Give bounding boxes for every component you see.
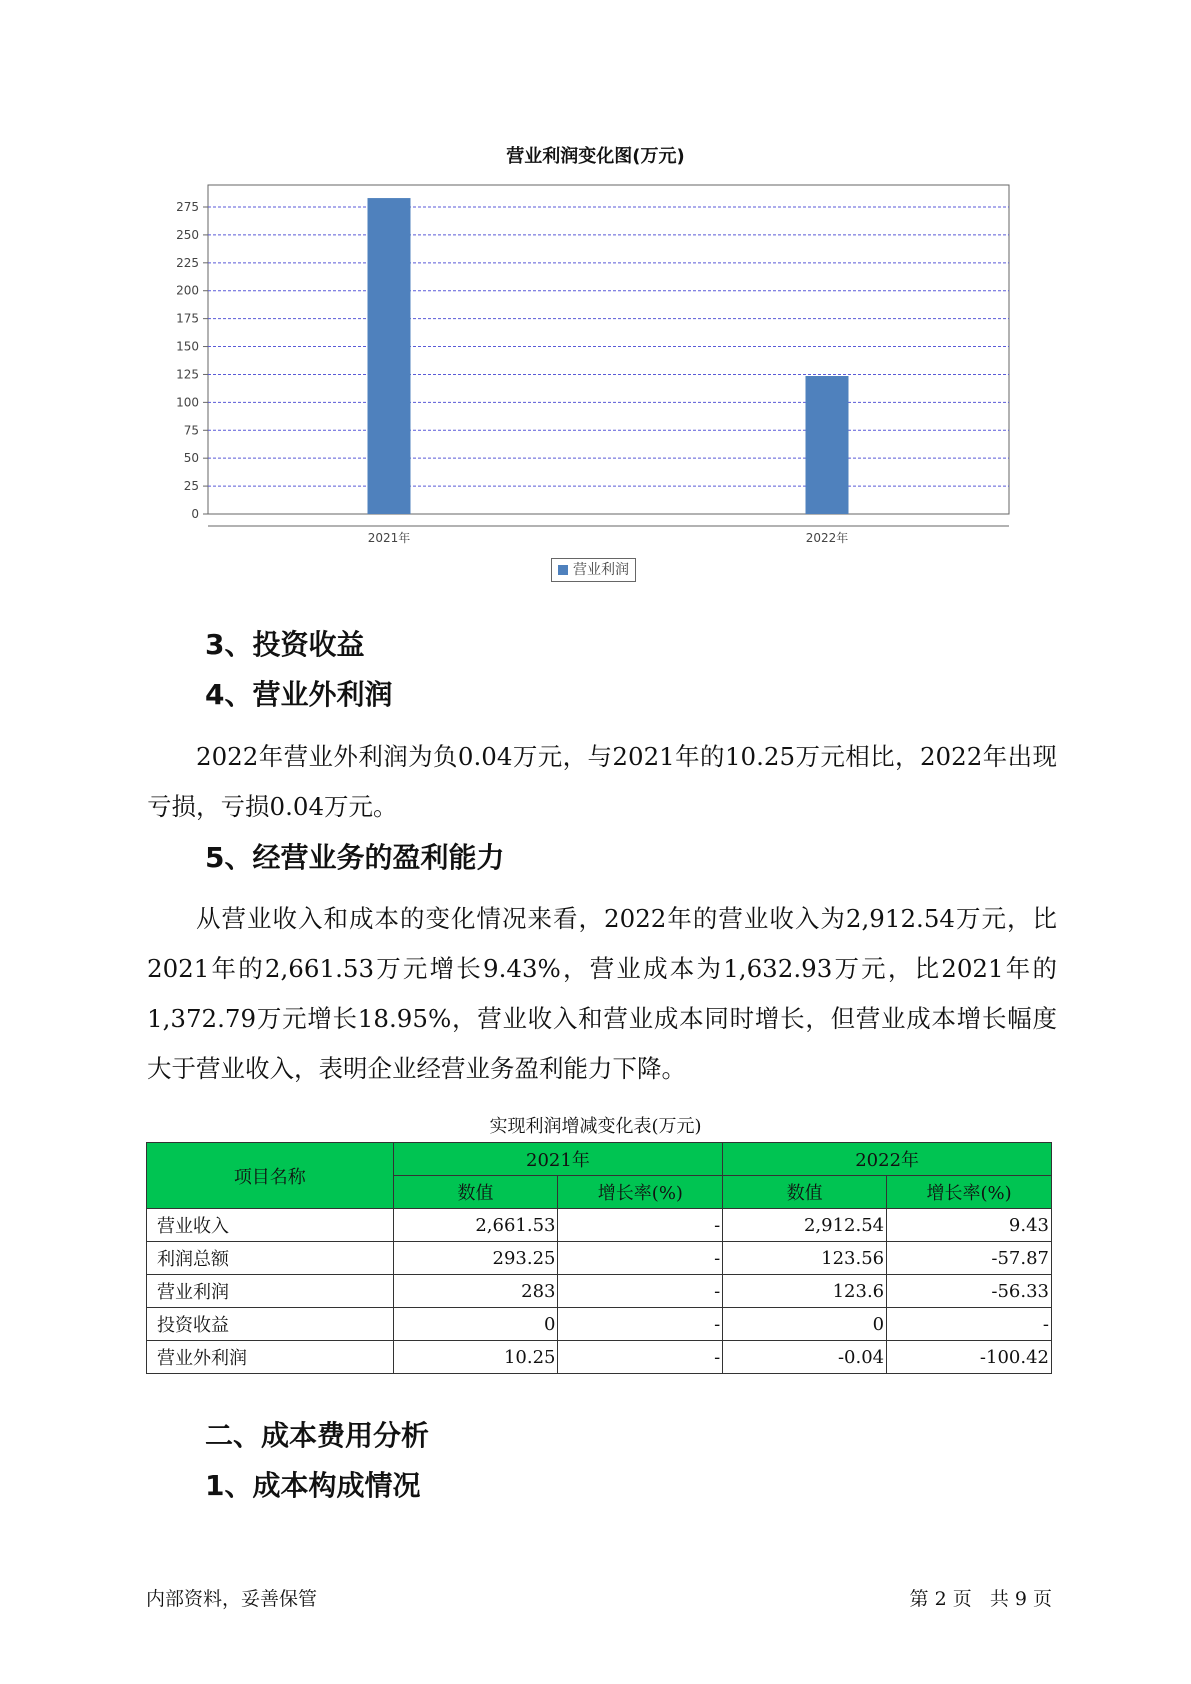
bar-chart [0,0,1191,560]
header-rate-2021: 增长率(%) [558,1176,723,1209]
chart-y-tick-label: 100 [176,395,199,410]
table-row [147,1308,1052,1341]
row-name: 营业外利润 [147,1341,394,1374]
table-row [147,1242,1052,1275]
row-rate-2022: -57.87 [887,1242,1052,1275]
chart-y-tick-label: 200 [176,283,199,298]
footer-page-number: 第 2 页 共 9 页 [909,1588,1052,1610]
chart-grid [208,185,1009,514]
chart-y-tick-label: 275 [176,200,199,214]
chart-bars [368,198,849,514]
chart-y-tick-label: 50 [183,451,199,466]
row-name: 营业收入 [147,1209,394,1242]
header-value-2021: 数值 [393,1176,558,1209]
chart-x-tick-label: 2022年 [805,531,849,545]
chart-plot-frame [208,185,1009,514]
chart-y-tick-label: 75 [183,423,199,438]
header-year-2022: 2022年 [723,1143,1052,1176]
profit-change-table [146,1142,1052,1374]
chart-y-tick-label: 225 [176,255,199,270]
row-value-2022: 2,912.54 [723,1209,887,1242]
chart-y-tick-label: 150 [176,339,199,354]
chart-y-tick-label: 250 [176,227,199,242]
chart-x-tick-label: 2021年 [367,531,411,545]
chart-y-tick-label: 25 [183,479,199,494]
row-rate-2021: - [558,1341,723,1374]
paragraph-profitability: 从营业收入和成本的变化情况来看，2022年的营业收入为2,912.54万元，比2021年的2,661.53万元增长9.43%，营业成本为1,632.93万元，比2021年的1,372.79万元增长18.95%，营业收入和营业成本同时增长，但营业成本增长幅度大于营业收入，表明企业经营业务盈利能力下降。 [147,904,1057,1083]
header-year-2021: 2021年 [393,1143,723,1176]
table-row [147,1275,1052,1308]
row-value-2021: 0 [393,1308,558,1341]
row-rate-2022: 9.43 [887,1209,1052,1242]
row-rate-2021: - [558,1275,723,1308]
footer-confidential-note: 内部资料，妥善保管 [146,1588,318,1610]
row-value-2022: 0 [723,1308,887,1341]
heading-cost-analysis: 二、成本费用分析 [205,1419,430,1452]
heading-cost-composition: 1、成本构成情况 [205,1469,421,1502]
heading-investment-income: 3、投资收益 [205,628,365,661]
chart-legend [551,558,636,582]
row-rate-2021: - [558,1242,723,1275]
chart-bar [368,198,411,514]
table-caption: 实现利润增减变化表(万元) [489,1116,702,1137]
row-rate-2022: - [887,1308,1052,1341]
heading-profitability: 5、经营业务的盈利能力 [205,841,505,874]
header-item-name: 项目名称 [147,1143,394,1209]
table-row [147,1341,1052,1374]
row-value-2021: 10.25 [393,1341,558,1374]
chart-x-ticks [208,526,1009,545]
row-value-2021: 293.25 [393,1242,558,1275]
row-name: 营业利润 [147,1275,394,1308]
row-rate-2021: - [558,1308,723,1341]
paragraph-non-operating-profit: 2022年营业外利润为负0.04万元，与2021年的10.25万元相比，2022年出现亏损，亏损0.04万元。 [147,742,1057,821]
chart-y-tick-label: 175 [176,311,199,326]
chart-y-tick-label: 0 [191,507,199,521]
row-value-2022: 123.6 [723,1275,887,1308]
row-value-2022: 123.56 [723,1242,887,1275]
header-value-2022: 数值 [723,1176,887,1209]
row-rate-2022: -100.42 [887,1341,1052,1374]
chart-y-tick-label: 125 [176,367,199,382]
row-rate-2021: - [558,1209,723,1242]
row-value-2021: 283 [393,1275,558,1308]
table-row [147,1209,1052,1242]
row-value-2022: -0.04 [723,1341,887,1374]
heading-non-operating-profit: 4、营业外利润 [205,678,393,711]
header-rate-2022: 增长率(%) [887,1176,1052,1209]
row-name: 利润总额 [147,1242,394,1275]
row-value-2021: 2,661.53 [393,1209,558,1242]
row-rate-2022: -56.33 [887,1275,1052,1308]
chart-y-ticks [176,200,208,521]
legend-swatch [558,565,568,575]
chart-bar [806,376,849,514]
legend-label: 营业利润 [573,562,629,578]
chart-title: 营业利润变化图(万元) [506,146,685,167]
row-name: 投资收益 [147,1308,394,1341]
